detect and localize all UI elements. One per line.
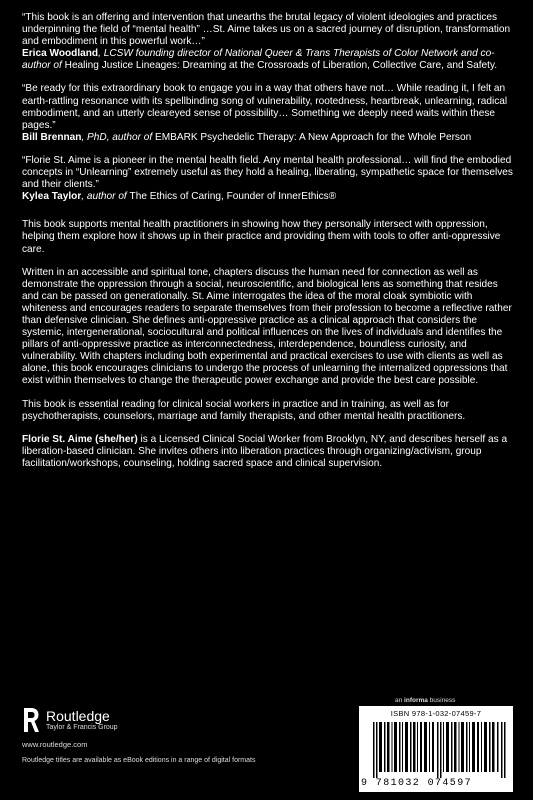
- barcode-icon: [373, 722, 507, 778]
- routledge-logo-icon: [22, 706, 40, 734]
- endorsement-3: [22, 155, 514, 203]
- quote-text: “This book is an offering and intervention that unearths the brutal legacy of violent ideologies and practices underpinning the field of “mental health” …St. Aime takes us on a sacred journey of disruption, transformation and embodiment in this powerful work…”: [22, 12, 511, 48]
- isbn-barcode: [359, 706, 513, 792]
- quote-text: “Be ready for this extraordinary book to engage you in a way that others have not… While reading it, I felt an earth-rattling resonance with its spellbinding song of vulnerability, rootedness, heartbreak, unlearning, radical embodiment, and an utterly cleareyed sense of possibility… Something we deeply need waits within these pages.”: [22, 83, 508, 131]
- ebook-footer-note: Routledge titles are available as eBook editions in a range of digital formats: [22, 757, 256, 764]
- quote-author: Erica Woodland: [22, 48, 99, 60]
- author-bio: [22, 434, 514, 470]
- quote-work: Healing Justice Lineages: Dreaming at the Crossroads of Liberation, Collective Care, and Safety.: [64, 60, 498, 72]
- author-bio-text: is a Licensed Clinical Social Worker from Brooklyn, NY, and describes herself as a liberation-based clinician. She invites others into liberation practices through organizing/activism, group facilitation/workshops, counseling, holding sacred space and clinical supervision.: [22, 433, 508, 469]
- publisher-block: [22, 706, 282, 749]
- endorsement-1: [22, 12, 514, 72]
- quote-credential: , PhD, author of: [81, 131, 155, 143]
- quote-credential: , author of: [81, 191, 130, 203]
- author-name: Florie St. Aime (she/her): [22, 433, 138, 445]
- quote-author: Kylea Taylor: [22, 191, 82, 203]
- description-paragraph-3: This book is essential reading for clinical social workers in practice and in training, as well as for psychotherapists, counselors, marriage and family therapists, and other mental health practitioners.: [22, 398, 466, 422]
- description-paragraph-2: Written in an accessible and spiritual tone, chapters discuss the human need for connection as well as demonstrate the oppression through a social, neuroscientific, and biological lens as something that resides and can be passed on generationally. St. Aime interrogates the idea of the moral cloak symbiotic with whiteness and encourages readers to separate themselves from their profession to become a reflective rather than defensive clinician. She defines anti-oppressive practice as a clinical approach that considers the systemic, intergenerational, sociocultural and political influences on the lives of individuals and identifies the pillars of anti-oppressive practice as interconnectedness, interdependence, boundless curiosity, and vulnerability. With chapters including both experimental and practical exercises to use with clients as well as alone, this book encourages clinicians to undergo the process of unlearning the internalized oppressions that exist within themselves to change the therapeutic power exchange and provide the best care possible.: [22, 266, 512, 387]
- informa-tagline: an informa business: [395, 697, 456, 704]
- isbn-number: ISBN 978-1-032-07459-7: [390, 709, 482, 718]
- publisher-name: Routledge: [46, 707, 110, 724]
- barcode-digits: 9 781032 074597: [361, 778, 473, 789]
- quote-work: EMBARK Psychedelic Therapy: A New Approach for the Whole Person: [154, 131, 472, 143]
- endorsement-2: [22, 83, 514, 143]
- quote-work: The Ethics of Caring, Founder of InnerEthics®: [129, 191, 337, 203]
- quote-credential: , LCSW founding director of National Queer & Trans Therapists of Color Network and co-author of: [22, 48, 495, 72]
- back-cover-text: [22, 12, 514, 481]
- publisher-website: www.routledge.com: [22, 740, 88, 749]
- quote-text: “Florie St. Aime is a pioneer in the mental health field. Any mental health professional… will find the embodied concepts in “Unlearning” extremely useful as they hold a healing, liberating, sympathetic space for themselves and their clients.”: [22, 154, 513, 191]
- description-paragraph-1: This book supports mental health practitioners in showing how they personally intersect with oppression, helping them explore how it shows up in their practice and providing them with tools to offer anti-oppressive care.: [22, 219, 501, 255]
- publisher-group: Taylor & Francis Group: [46, 723, 118, 731]
- quote-author: Bill Brennan: [22, 131, 82, 143]
